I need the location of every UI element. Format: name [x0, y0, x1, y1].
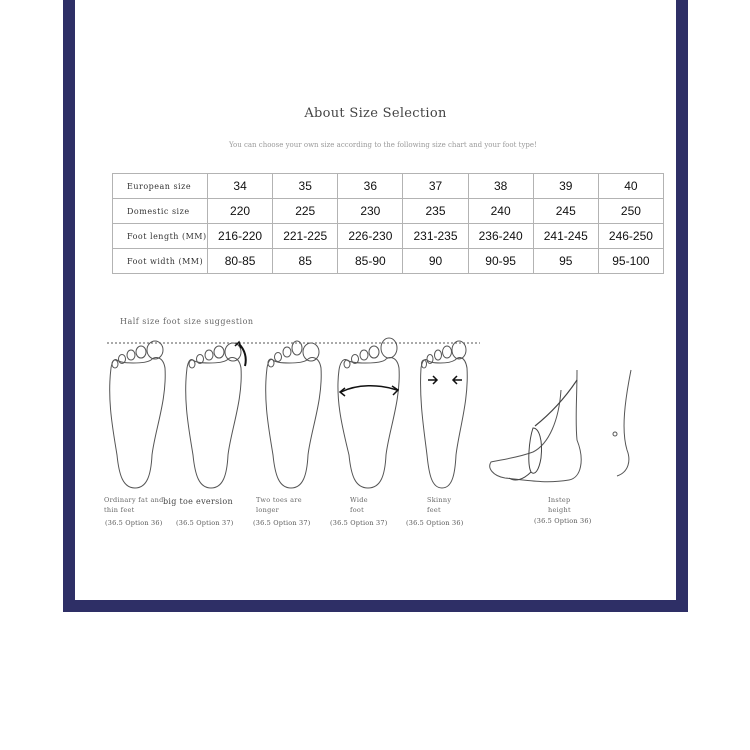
row-label: Domestic size — [113, 199, 208, 224]
table-row — [113, 199, 664, 224]
content-panel — [75, 0, 676, 600]
table-cell: 39 — [533, 174, 598, 199]
table-cell: 95-100 — [598, 249, 663, 274]
table-cell: 245 — [533, 199, 598, 224]
wide-foot-icon — [338, 338, 399, 488]
foot-type-caption: Two toes are longer — [256, 496, 302, 514]
long-second-toe-foot-icon — [266, 341, 322, 488]
table-cell: 225 — [273, 199, 338, 224]
table-cell: 246-250 — [598, 224, 663, 249]
table-cell: 240 — [468, 199, 533, 224]
table-cell: 35 — [273, 174, 338, 199]
table-cell: 85-90 — [338, 249, 403, 274]
foot-type-caption: Instep height — [548, 496, 571, 514]
row-label: Foot width (MM) — [113, 249, 208, 274]
ordinary-foot-icon — [110, 341, 166, 488]
table-cell: 95 — [533, 249, 598, 274]
table-cell: 216-220 — [208, 224, 273, 249]
table-cell: 37 — [403, 174, 468, 199]
table-cell: 38 — [468, 174, 533, 199]
foot-type-caption: big toe eversion — [163, 497, 233, 506]
foot-type-illustrations — [75, 330, 676, 510]
table-row — [113, 224, 664, 249]
page-title: About Size Selection — [304, 106, 447, 121]
table-cell: 226-230 — [338, 224, 403, 249]
size-option: (36.5 Option 36) — [406, 519, 464, 527]
foot-type-caption: Wide foot — [350, 496, 368, 514]
table-cell: 230 — [338, 199, 403, 224]
foot-type-caption: Ordinary fat and thin feet — [104, 496, 164, 514]
table-cell: 235 — [403, 199, 468, 224]
size-option: (36.5 Option 36) — [534, 517, 592, 525]
row-label: European size — [113, 174, 208, 199]
page-frame — [63, 0, 688, 612]
intro-text: You can choose your own size according to the following size chart and your foot type! — [229, 141, 537, 149]
skinny-foot-icon — [421, 341, 468, 488]
table-row — [113, 249, 664, 274]
table-cell: 90 — [403, 249, 468, 274]
table-cell: 34 — [208, 174, 273, 199]
instep-height-foot-icon — [490, 370, 631, 482]
table-row — [113, 174, 664, 199]
table-cell: 231-235 — [403, 224, 468, 249]
size-option: (36.5 Option 36) — [105, 519, 163, 527]
table-cell: 250 — [598, 199, 663, 224]
table-cell: 241-245 — [533, 224, 598, 249]
size-option: (36.5 Option 37) — [176, 519, 234, 527]
table-cell: 40 — [598, 174, 663, 199]
table-cell: 236-240 — [468, 224, 533, 249]
row-label: Foot length (MM) — [113, 224, 208, 249]
size-option: (36.5 Option 37) — [330, 519, 388, 527]
big-toe-eversion-foot-icon — [186, 342, 246, 488]
table-cell: 36 — [338, 174, 403, 199]
size-option: (36.5 Option 37) — [253, 519, 311, 527]
foot-guide-title: Half size foot size suggestion — [120, 317, 254, 326]
table-cell: 221-225 — [273, 224, 338, 249]
table-cell: 85 — [273, 249, 338, 274]
foot-type-caption: Skinny feet — [427, 496, 452, 514]
table-cell: 90-95 — [468, 249, 533, 274]
size-chart-table — [112, 173, 664, 274]
table-cell: 80-85 — [208, 249, 273, 274]
table-cell: 220 — [208, 199, 273, 224]
